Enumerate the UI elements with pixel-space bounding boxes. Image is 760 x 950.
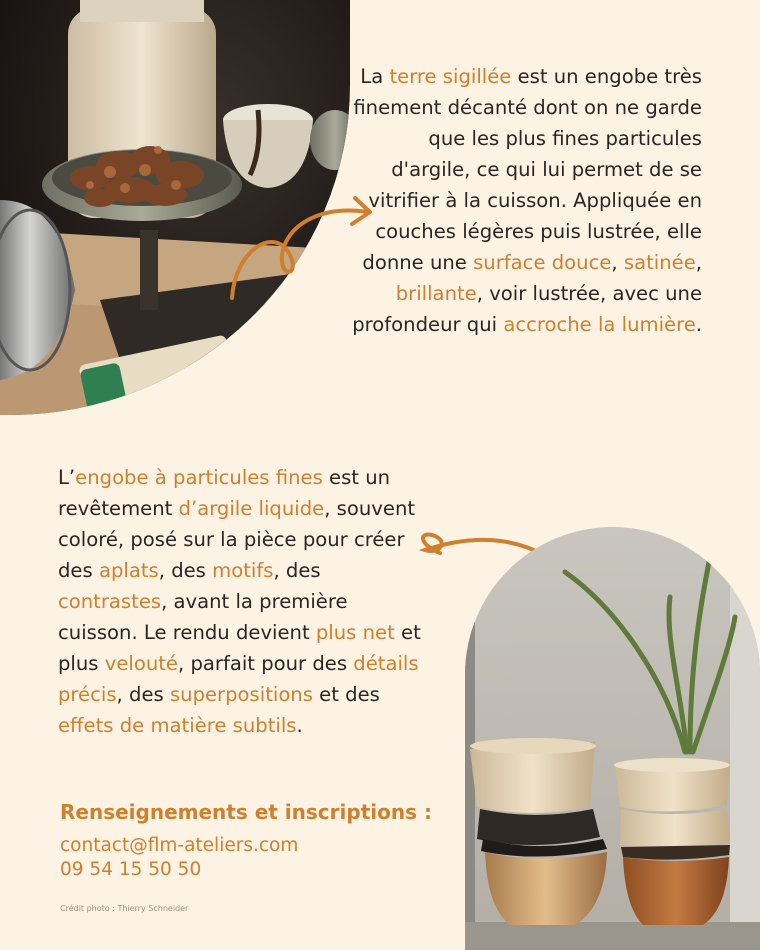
photo-ceramic-bowls xyxy=(465,527,760,950)
text-run: L’ xyxy=(58,466,76,489)
photo-credit: Crédit photo : Thierry Schneider xyxy=(60,904,189,913)
text-run: , avant la première cuisson. Le rendu devient xyxy=(58,590,348,644)
text-run: , des xyxy=(116,683,170,706)
text-run: . xyxy=(695,313,702,336)
text-run: et des xyxy=(312,683,380,706)
photo-scale-terre-sigillee xyxy=(0,0,350,415)
text-run: , des xyxy=(158,559,213,582)
contact-phone-link[interactable]: 09 54 15 50 50 xyxy=(60,859,202,880)
contact-email-link[interactable]: contact@flm-ateliers.com xyxy=(60,835,299,856)
highlight-satinee: satinée xyxy=(623,251,696,274)
highlight-argile-liquide: d’argile liquide xyxy=(178,497,325,520)
highlight-surface-douce: surface douce xyxy=(473,251,612,274)
highlight-accroche-la-lumiere: accroche la lumière xyxy=(503,313,696,336)
text-run: , souvent coloré, posé sur la pièce pour créer des xyxy=(58,497,416,582)
contact-heading: Renseignements et inscriptions : xyxy=(60,800,432,824)
text-run: , xyxy=(695,251,702,274)
highlight-aplats: aplats xyxy=(98,559,159,582)
highlight-superpositions: superpositions xyxy=(169,683,313,706)
text-run: , des xyxy=(273,559,321,582)
terre-sigillee-description xyxy=(348,61,702,340)
text-run: est un engobe très finement décanté dont on ne garde que les plus fines particules d'argile, ce qui lui permet de se vitrifier à la cuisson. Appliquée en couches légères puis lustrée, elle donne une xyxy=(353,65,702,274)
highlight-terre-sigillee: terre sigillée xyxy=(389,65,512,88)
highlight-plus-net: plus net xyxy=(315,621,395,644)
text-run: et plus xyxy=(58,621,421,675)
highlight-brillante: brillante xyxy=(395,282,477,305)
text-run: . xyxy=(296,714,303,737)
highlight-effets-de-matiere: effets de matière subtils xyxy=(58,714,297,737)
text-run: La xyxy=(360,65,390,88)
highlight-veloute: velouté xyxy=(104,652,178,675)
text-run: est un revêtement xyxy=(58,466,391,520)
text-run: , xyxy=(611,251,624,274)
highlight-details-precis: détails précis xyxy=(58,652,419,706)
engobe-description xyxy=(58,462,423,741)
highlight-engobe: engobe à particules fines xyxy=(75,466,323,489)
text-run: , parfait pour des xyxy=(178,652,354,675)
highlight-motifs: motifs xyxy=(212,559,274,582)
text-run: , voir lustrée, avec une profondeur qui xyxy=(352,282,702,336)
highlight-contrastes: contrastes xyxy=(58,590,162,613)
